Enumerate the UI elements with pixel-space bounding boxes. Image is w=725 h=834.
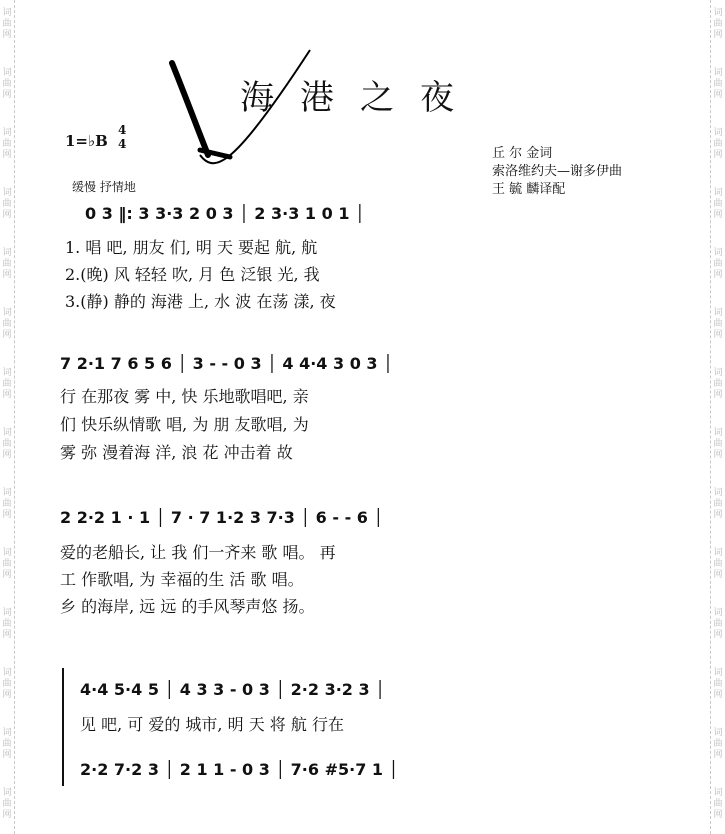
- watermark-stamp: 词 曲 网: [2, 728, 12, 760]
- lyric-line: 3.(静) 静的 海港 上, 水 波 在荡 漾, 夜: [65, 292, 336, 311]
- notes-line: 2 2·2 1 · 1 │ 7 · 7 1·2 3 7·3 │ 6 - - 6 │: [60, 508, 384, 527]
- watermark-stamp: 词 曲 网: [713, 728, 723, 760]
- right-margin-strip: [710, 0, 725, 834]
- watermark-stamp: 词 曲 网: [2, 68, 12, 100]
- watermark-stamp: 词 曲 网: [713, 128, 723, 160]
- watermark-stamp: 词 曲 网: [2, 428, 12, 460]
- notes-line: 0 3 ‖: 3 3·3 2 0 3 │ 2 3·3 1 0 1 │: [85, 204, 365, 223]
- watermark-stamp: 词 曲 网: [713, 428, 723, 460]
- left-margin-strip: [0, 0, 15, 834]
- tempo-marking: 缓慢 抒情地: [72, 180, 136, 194]
- watermark-stamp: 词 曲 网: [713, 368, 723, 400]
- watermark-stamp: 词 曲 网: [2, 488, 12, 520]
- watermark-stamp: 词 曲 网: [2, 8, 12, 40]
- lyricist-credit: 丘 尔 金词: [492, 146, 553, 161]
- watermark-stamp: 词 曲 网: [2, 308, 12, 340]
- system-brace: [62, 668, 64, 786]
- lyric-line: 见 吧, 可 爱的 城市, 明 天 将 航 行在: [80, 715, 344, 734]
- watermark-stamp: 词 曲 网: [2, 788, 12, 820]
- watermark-stamp: 词 曲 网: [713, 248, 723, 280]
- notes-line: 2·2 7·2 3 │ 2 1 1 - 0 3 │ 7·6 #5·7 1 │: [80, 760, 399, 779]
- checkmark-logo: [160, 45, 320, 195]
- watermark-stamp: 词 曲 网: [713, 548, 723, 580]
- lyric-line: 工 作歌唱, 为 幸福的生 活 歌 唱。: [60, 570, 304, 589]
- watermark-stamp: 词 曲 网: [713, 188, 723, 220]
- watermark-stamp: 词 曲 网: [713, 488, 723, 520]
- watermark-stamp: 词 曲 网: [2, 368, 12, 400]
- credits: [492, 145, 622, 199]
- meter-top: 4: [118, 123, 127, 137]
- song-title: 海港之夜: [240, 78, 480, 118]
- lyric-line: 雾 弥 漫着海 洋, 浪 花 冲击着 故: [60, 443, 293, 462]
- meter-bottom: 4: [118, 137, 127, 151]
- lyric-line: 爱的老船长, 让 我 们一齐来 歌 唱。 再: [60, 543, 336, 562]
- watermark-stamp: 词 曲 网: [713, 8, 723, 40]
- watermark-stamp: 词 曲 网: [2, 548, 12, 580]
- composer-credit: 索洛维约夫—谢多伊曲: [492, 164, 623, 179]
- lyric-line: 行 在那夜 雾 中, 快 乐地歌唱吧, 亲: [60, 387, 309, 406]
- watermark-stamp: 词 曲 网: [713, 668, 723, 700]
- watermark-stamp: 词 曲 网: [2, 188, 12, 220]
- watermark-stamp: 词 曲 网: [2, 608, 12, 640]
- translator-credit: 王 毓 麟译配: [492, 182, 566, 197]
- watermark-stamp: 词 曲 网: [2, 668, 12, 700]
- watermark-stamp: 词 曲 网: [713, 68, 723, 100]
- lyric-line: 乡 的海岸, 远 远 的手风琴声悠 扬。: [60, 597, 315, 616]
- notes-line: 7 2·1 7 6 5 6 │ 3 - - 0 3 │ 4 4·4 3 0 3 │: [60, 354, 393, 373]
- key-signature: 1=♭B: [65, 132, 108, 150]
- watermark-stamp: 词 曲 网: [2, 128, 12, 160]
- lyric-line: 们 快乐纵情歌 唱, 为 朋 友歌唱, 为: [60, 415, 309, 434]
- lyric-line: 2.(晚) 风 轻轻 吹, 月 色 泛银 光, 我: [65, 265, 320, 284]
- notes-line: 4·4 5·4 5 │ 4 3 3 - 0 3 │ 2·2 3·2 3 │: [80, 680, 385, 699]
- watermark-stamp: 词 曲 网: [713, 788, 723, 820]
- watermark-stamp: 词 曲 网: [713, 608, 723, 640]
- watermark-stamp: 词 曲 网: [2, 248, 12, 280]
- lyric-line: 1. 唱 吧, 朋友 们, 明 天 要起 航, 航: [65, 238, 318, 257]
- time-signature: [118, 123, 126, 151]
- watermark-stamp: 词 曲 网: [713, 308, 723, 340]
